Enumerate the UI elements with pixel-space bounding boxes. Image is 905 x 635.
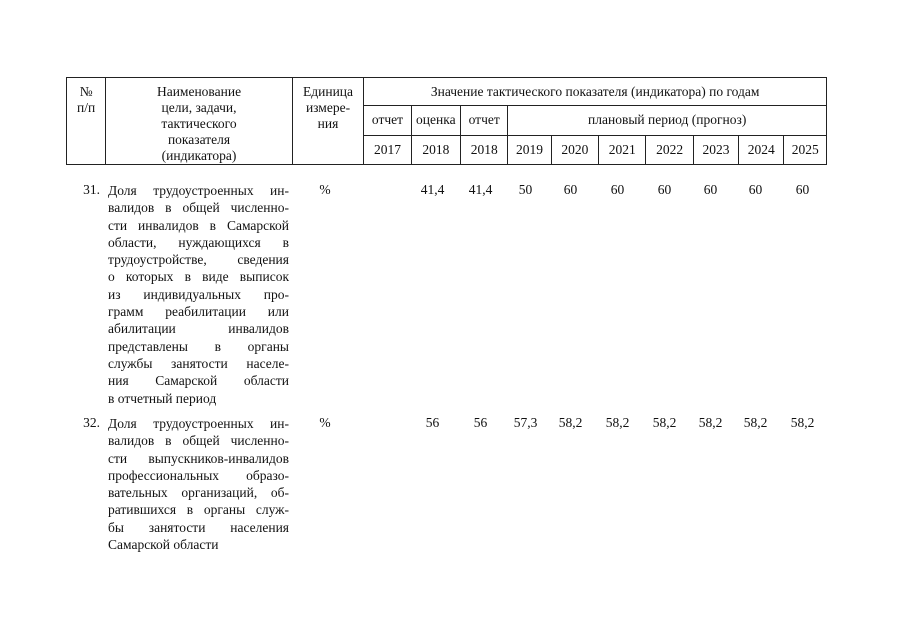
indicator-name-line: бы занятости населения [108, 519, 289, 535]
header-plan-period: плановый период (прогноз) [508, 106, 827, 135]
unit-of-measure: % [319, 415, 331, 430]
row-number: 31. [83, 182, 100, 197]
indicator-name-line: Самарской области [108, 537, 219, 553]
value-cell: 60 [610, 182, 625, 197]
indicator-name-line: о которых в виде выписок [108, 269, 289, 285]
indicator-name-line: вательных организаций, об- [108, 485, 289, 501]
header-name: Наименование цели, задачи, тактического показателя (индикатора) [106, 78, 292, 165]
indicator-name-line: Доля трудоустроенных ин- [108, 416, 289, 431]
value-cell: 58,2 [743, 415, 768, 430]
header-year: 2025 [784, 135, 827, 164]
value-cell: 58,2 [558, 415, 583, 430]
indicator-name-line: ратившихся в органы служ- [108, 502, 289, 518]
value-cell: 58,2 [698, 415, 723, 430]
indicator-name-line: службы занятости населе- [108, 355, 289, 371]
value-cell: 41,4 [468, 182, 493, 197]
value-cell: 58,2 [652, 415, 677, 430]
indicator-name-line: из индивидуальных про- [108, 286, 289, 302]
value-cell: 60 [748, 182, 763, 197]
value-cell: 60 [703, 182, 718, 197]
value-cell: 41,4 [420, 182, 445, 197]
header-year: 2017 [364, 135, 411, 164]
indicator-name-line: сти инвалидов в Самарской [108, 217, 289, 233]
header-num: № п/п [67, 78, 106, 165]
value-cell: 60 [795, 182, 810, 197]
value-cell: 58,2 [790, 415, 815, 430]
indicator-name-line: представлены в органы [108, 338, 289, 354]
indicator-name-line: сти выпускников-инвалидов [108, 450, 289, 466]
header-year: 2018 [461, 135, 508, 164]
value-cell: 57,3 [513, 415, 538, 430]
indicator-name-line: трудоустройстве, сведения [108, 252, 289, 268]
value-cell: 58,2 [605, 415, 630, 430]
indicator-name-line: области, нуждающихся в [108, 234, 289, 250]
value-cell: 60 [563, 182, 578, 197]
indicator-name-line: грамм реабилитации или [108, 304, 289, 320]
header-sub-estimate-2018: оценка [411, 106, 460, 135]
indicator-name [108, 182, 289, 407]
header-unit: Единица измере- ния [292, 78, 364, 165]
value-cell: 50 [518, 182, 533, 197]
header-year: 2018 [411, 135, 460, 164]
header-year: 2022 [646, 135, 693, 164]
value-cell: 60 [657, 182, 672, 197]
indicator-name-line: Доля трудоустроенных ин- [108, 183, 289, 198]
header-year: 2020 [551, 135, 598, 164]
indicator-name [108, 415, 289, 553]
indicator-name-line: валидов в общей численно- [108, 200, 289, 216]
indicator-table-header [66, 77, 827, 165]
indicator-name-line: в отчетный период [108, 390, 217, 406]
value-cell: 56 [473, 415, 488, 430]
unit-of-measure: % [319, 182, 331, 197]
header-year: 2019 [508, 135, 551, 164]
value-cell: 56 [425, 415, 440, 430]
header-sub-report-2018: отчет [461, 106, 508, 135]
indicator-name-line: валидов в общей численно- [108, 433, 289, 449]
row-number: 32. [83, 415, 100, 430]
header-year: 2024 [739, 135, 784, 164]
header-year: 2023 [693, 135, 738, 164]
header-sub-report-2017: отчет [364, 106, 411, 135]
indicator-name-line: абилитации инвалидов [108, 321, 289, 337]
indicator-name-line: ния Самарской области [108, 373, 289, 389]
header-value-group: Значение тактического показателя (индикатора) по годам [364, 78, 827, 106]
header-year: 2021 [599, 135, 646, 164]
indicator-name-line: профессиональных образо- [108, 467, 289, 483]
